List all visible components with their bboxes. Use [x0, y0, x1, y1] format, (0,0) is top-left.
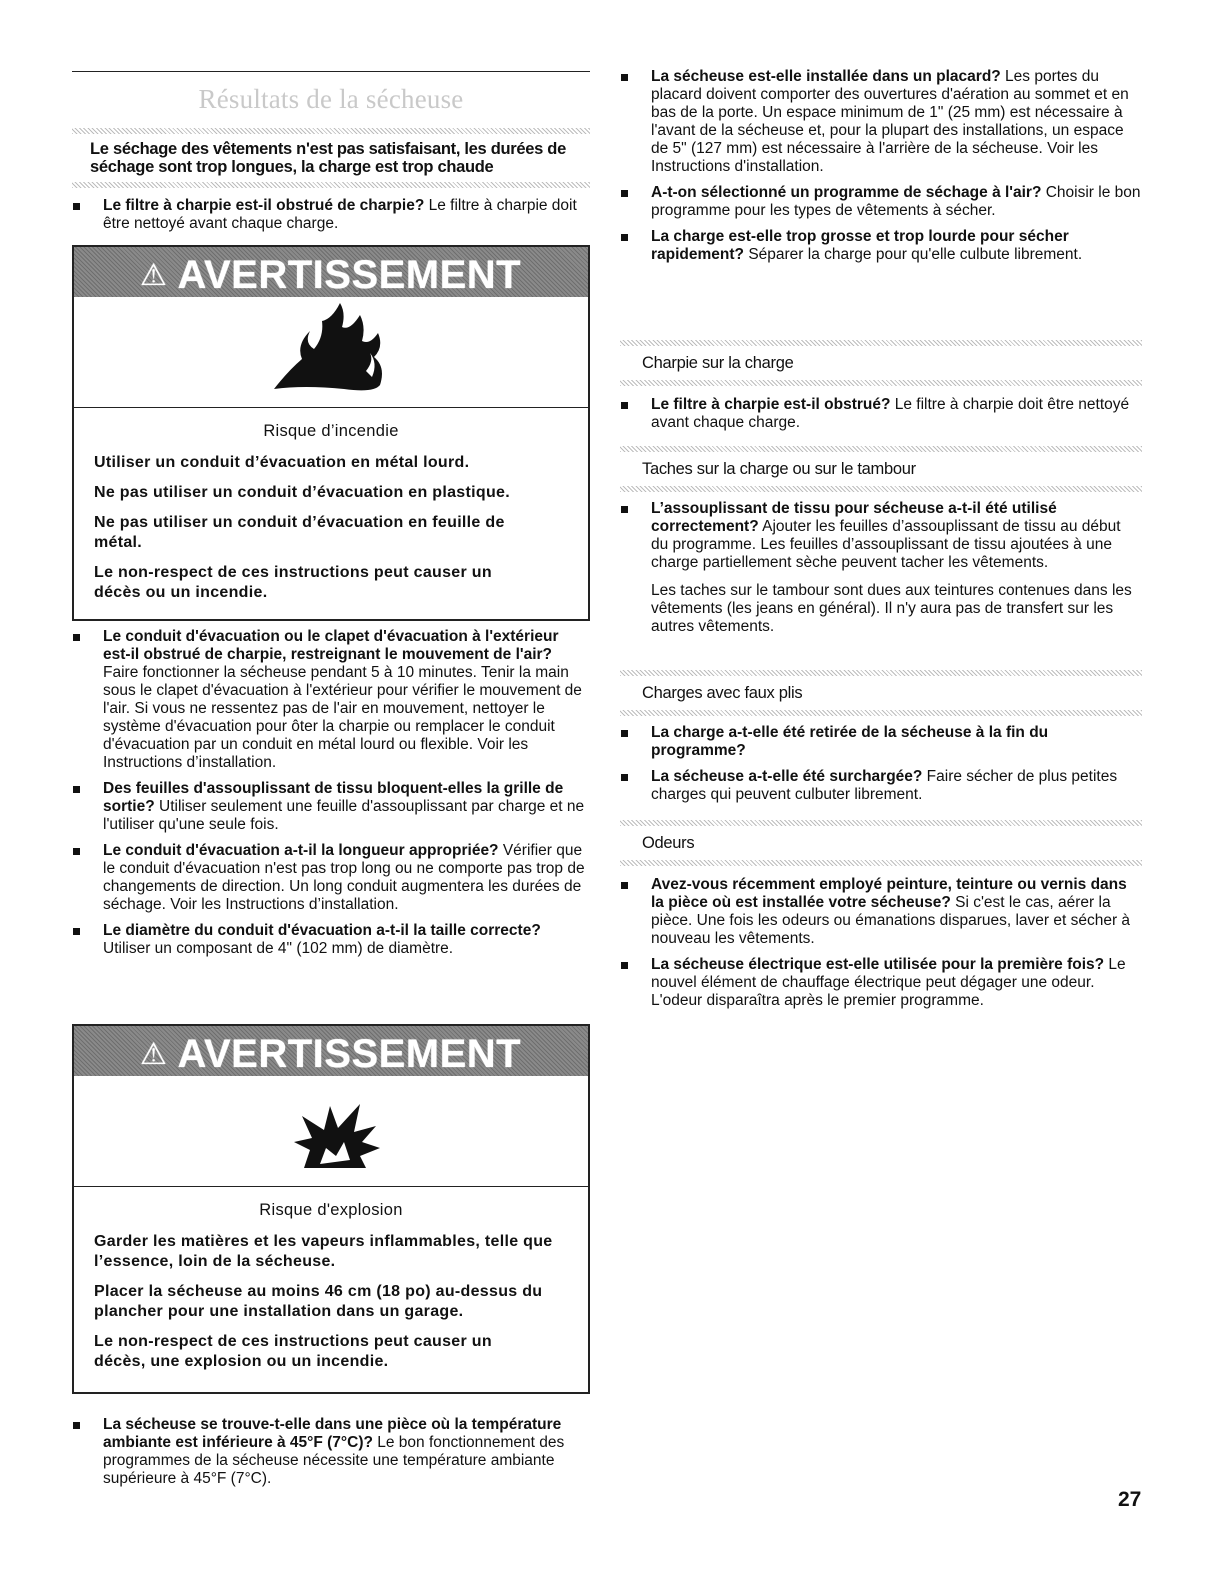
item-list — [72, 628, 590, 966]
subhead-block — [72, 128, 590, 188]
warning-header — [74, 1026, 588, 1076]
warning-line: Le non-respect de ces instructions peut causer un décès, une explosion ou un incendie. — [94, 1333, 492, 1370]
warning-triangle-icon: ⚠ — [140, 259, 168, 292]
item-list — [620, 500, 1142, 644]
fire-icon — [74, 297, 588, 408]
warning-triangle-icon: ⚠ — [140, 1038, 168, 1071]
warning-line: Ne pas utiliser un conduit d’évacuation en plastique. — [94, 484, 510, 501]
section-heading: Charpie sur la charge — [642, 354, 794, 372]
list-item: La sécheuse est-elle installée dans un placard? Les portes du placard doivent comporter des ouvertures d'aération au sommet et en bas de la porte. Un espace minimum de 1" (25 mm) est nécessaire à l'avant de la sécheuse et, pour la plupart des installations, un espace de 5" (127 mm) est nécessaire à l'arrière de la sécheuse. Voir les Instructions d'installation. — [620, 68, 1142, 176]
list-item: Le conduit d'évacuation ou le clapet d'évacuation à l'extérieur est-il obstrué de charpie, restreignant le mouvement de l'air? Faire fonctionner la sécheuse pendant 5 à 10 minutes. Tenir la main sous le clapet d'évacuation à l'extérieur pour vérifier le mouvement de l'air. Si vous ne ressentez pas de l'air en mouvement, nettoyer le système d'évacuation pour ôter la charpie ou remplacer le conduit d'évacuation par un conduit en métal lourd ou flexible. Voir les Instructions d’installation. — [72, 628, 590, 772]
item-list — [72, 1416, 590, 1496]
warning-title: ⚠ AVERTISSEMENT — [140, 1032, 522, 1076]
section-title: Résultats de la sécheuse — [198, 84, 464, 114]
list-item: Le filtre à charpie est-il obstrué? Le filtre à charpie doit être nettoyé avant chaque charge. — [620, 396, 1142, 432]
hatch-divider — [72, 182, 590, 188]
item-list — [72, 197, 590, 241]
item-list — [620, 724, 1142, 812]
subhead-block — [620, 820, 1142, 866]
warning-box-fire — [72, 245, 590, 621]
list-item: La sécheuse a-t-elle été surchargée? Faire sécher de plus petites charges qui peuvent culbuter librement. — [620, 768, 1142, 804]
list-item: La sécheuse se trouve-t-elle dans une pièce où la température ambiante est inférieure à 45°F (7°C)? Le bon fonctionnement des programmes de la sécheuse nécessite une température ambiante supérieure à 45°F (7°C). — [72, 1416, 590, 1488]
warning-risk: Risque d'explosion — [259, 1201, 403, 1219]
list-item: Avez-vous récemment employé peinture, teinture ou vernis dans la pièce où est installée votre sécheuse? Si c'est le cas, aérer la pièce. Une fois les odeurs ou émanations disparues, laver et sécher à nouveau les vêtements. — [620, 876, 1142, 948]
warning-line: Le non-respect de ces instructions peut causer un décès ou un incendie. — [94, 564, 492, 601]
warning-header — [74, 247, 588, 297]
title-rule — [72, 71, 590, 72]
item-question: Le filtre à charpie est-il obstrué de charpie? — [103, 197, 425, 214]
item-list — [620, 396, 1142, 440]
warning-line: Utiliser un conduit d’évacuation en métal lourd. — [94, 454, 470, 471]
subhead: Le séchage des vêtements n'est pas satisfaisant, les durées de séchage sont trop longues, la charge est trop chaude — [90, 140, 566, 176]
warning-line: Placer la sécheuse au moins 46 cm (18 po) au-dessus du plancher pour une installation dans un garage. — [94, 1283, 543, 1320]
warning-body — [74, 408, 588, 623]
list-item: Le conduit d'évacuation a-t-il la longueur appropriée? Vérifier que le conduit d'évacuation n'est pas trop long ou ne comporte pas trop de changements de direction. Un long conduit augmentera les durées de séchage. Voir les Instructions d’installation. — [72, 842, 590, 914]
warning-line: Garder les matières et les vapeurs inflammables, telle que l’essence, loin de la sécheuse. — [94, 1233, 553, 1270]
warning-risk: Risque d’incendie — [263, 422, 399, 440]
page-number: 27 — [1118, 1488, 1142, 1511]
warning-title: ⚠ AVERTISSEMENT — [140, 253, 522, 297]
subhead-block — [620, 670, 1142, 716]
list-item: La charge est-elle trop grosse et trop lourde pour sécher rapidement? Séparer la charge pour qu'elle culbute librement. — [620, 228, 1142, 264]
warning-line: Ne pas utiliser un conduit d’évacuation en feuille de métal. — [94, 514, 505, 551]
subhead-block — [620, 446, 1142, 492]
list-item: Le diamètre du conduit d'évacuation a-t-il la taille correcte? Utiliser un composant de 4" (102 mm) de diamètre. — [72, 922, 590, 958]
list-item: La charge a-t-elle été retirée de la sécheuse à la fin du programme? — [620, 724, 1142, 760]
list-item: La sécheuse électrique est-elle utilisée pour la première fois? Le nouvel élément de chauffage électrique peut dégager une odeur. L'odeur disparaîtra après le premier programme. — [620, 956, 1142, 1010]
item-note: Les taches sur le tambour sont dues aux teintures contenues dans les vêtements (les jeans en général). Il n'y aura pas de transfert sur les autres vêtements. — [651, 582, 1132, 635]
list-item — [72, 197, 590, 233]
warning-box-explosion — [72, 1024, 590, 1394]
explosion-icon — [74, 1076, 588, 1187]
item-list — [620, 876, 1142, 1018]
item-list — [620, 68, 1142, 272]
item-answer: Le filtre à charpie doit être nettoyé avant chaque charge. — [103, 197, 577, 232]
subhead-block — [620, 340, 1142, 386]
list-item: A-t-on sélectionné un programme de séchage à l'air? Choisir le bon programme pour les types de vêtements à sécher. — [620, 184, 1142, 220]
section-heading: Charges avec faux plis — [642, 684, 803, 702]
list-item: L’assouplissant de tissu pour sécheuse a-t-il été utilisé correctement? Ajouter les feuilles d’assouplissant de tissu au début du programme. Les feuilles d’assouplissant de tissu ajoutées à une charge partiellement sèche peuvent tacher les vêtements. Les taches sur le tambour sont dues aux teintures contenues dans les vêtements (les jeans en général). Il n'y aura pas de transfert sur les autres vêtements. — [620, 500, 1142, 636]
warning-body — [74, 1187, 588, 1392]
section-heading: Odeurs — [642, 834, 695, 852]
section-heading: Taches sur la charge ou sur le tambour — [642, 460, 916, 478]
list-item: Des feuilles d'assouplissant de tissu bloquent-elles la grille de sortie? Utiliser seulement une feuille d'assouplissant par charge et ne l'utiliser qu'une seule fois. — [72, 780, 590, 834]
